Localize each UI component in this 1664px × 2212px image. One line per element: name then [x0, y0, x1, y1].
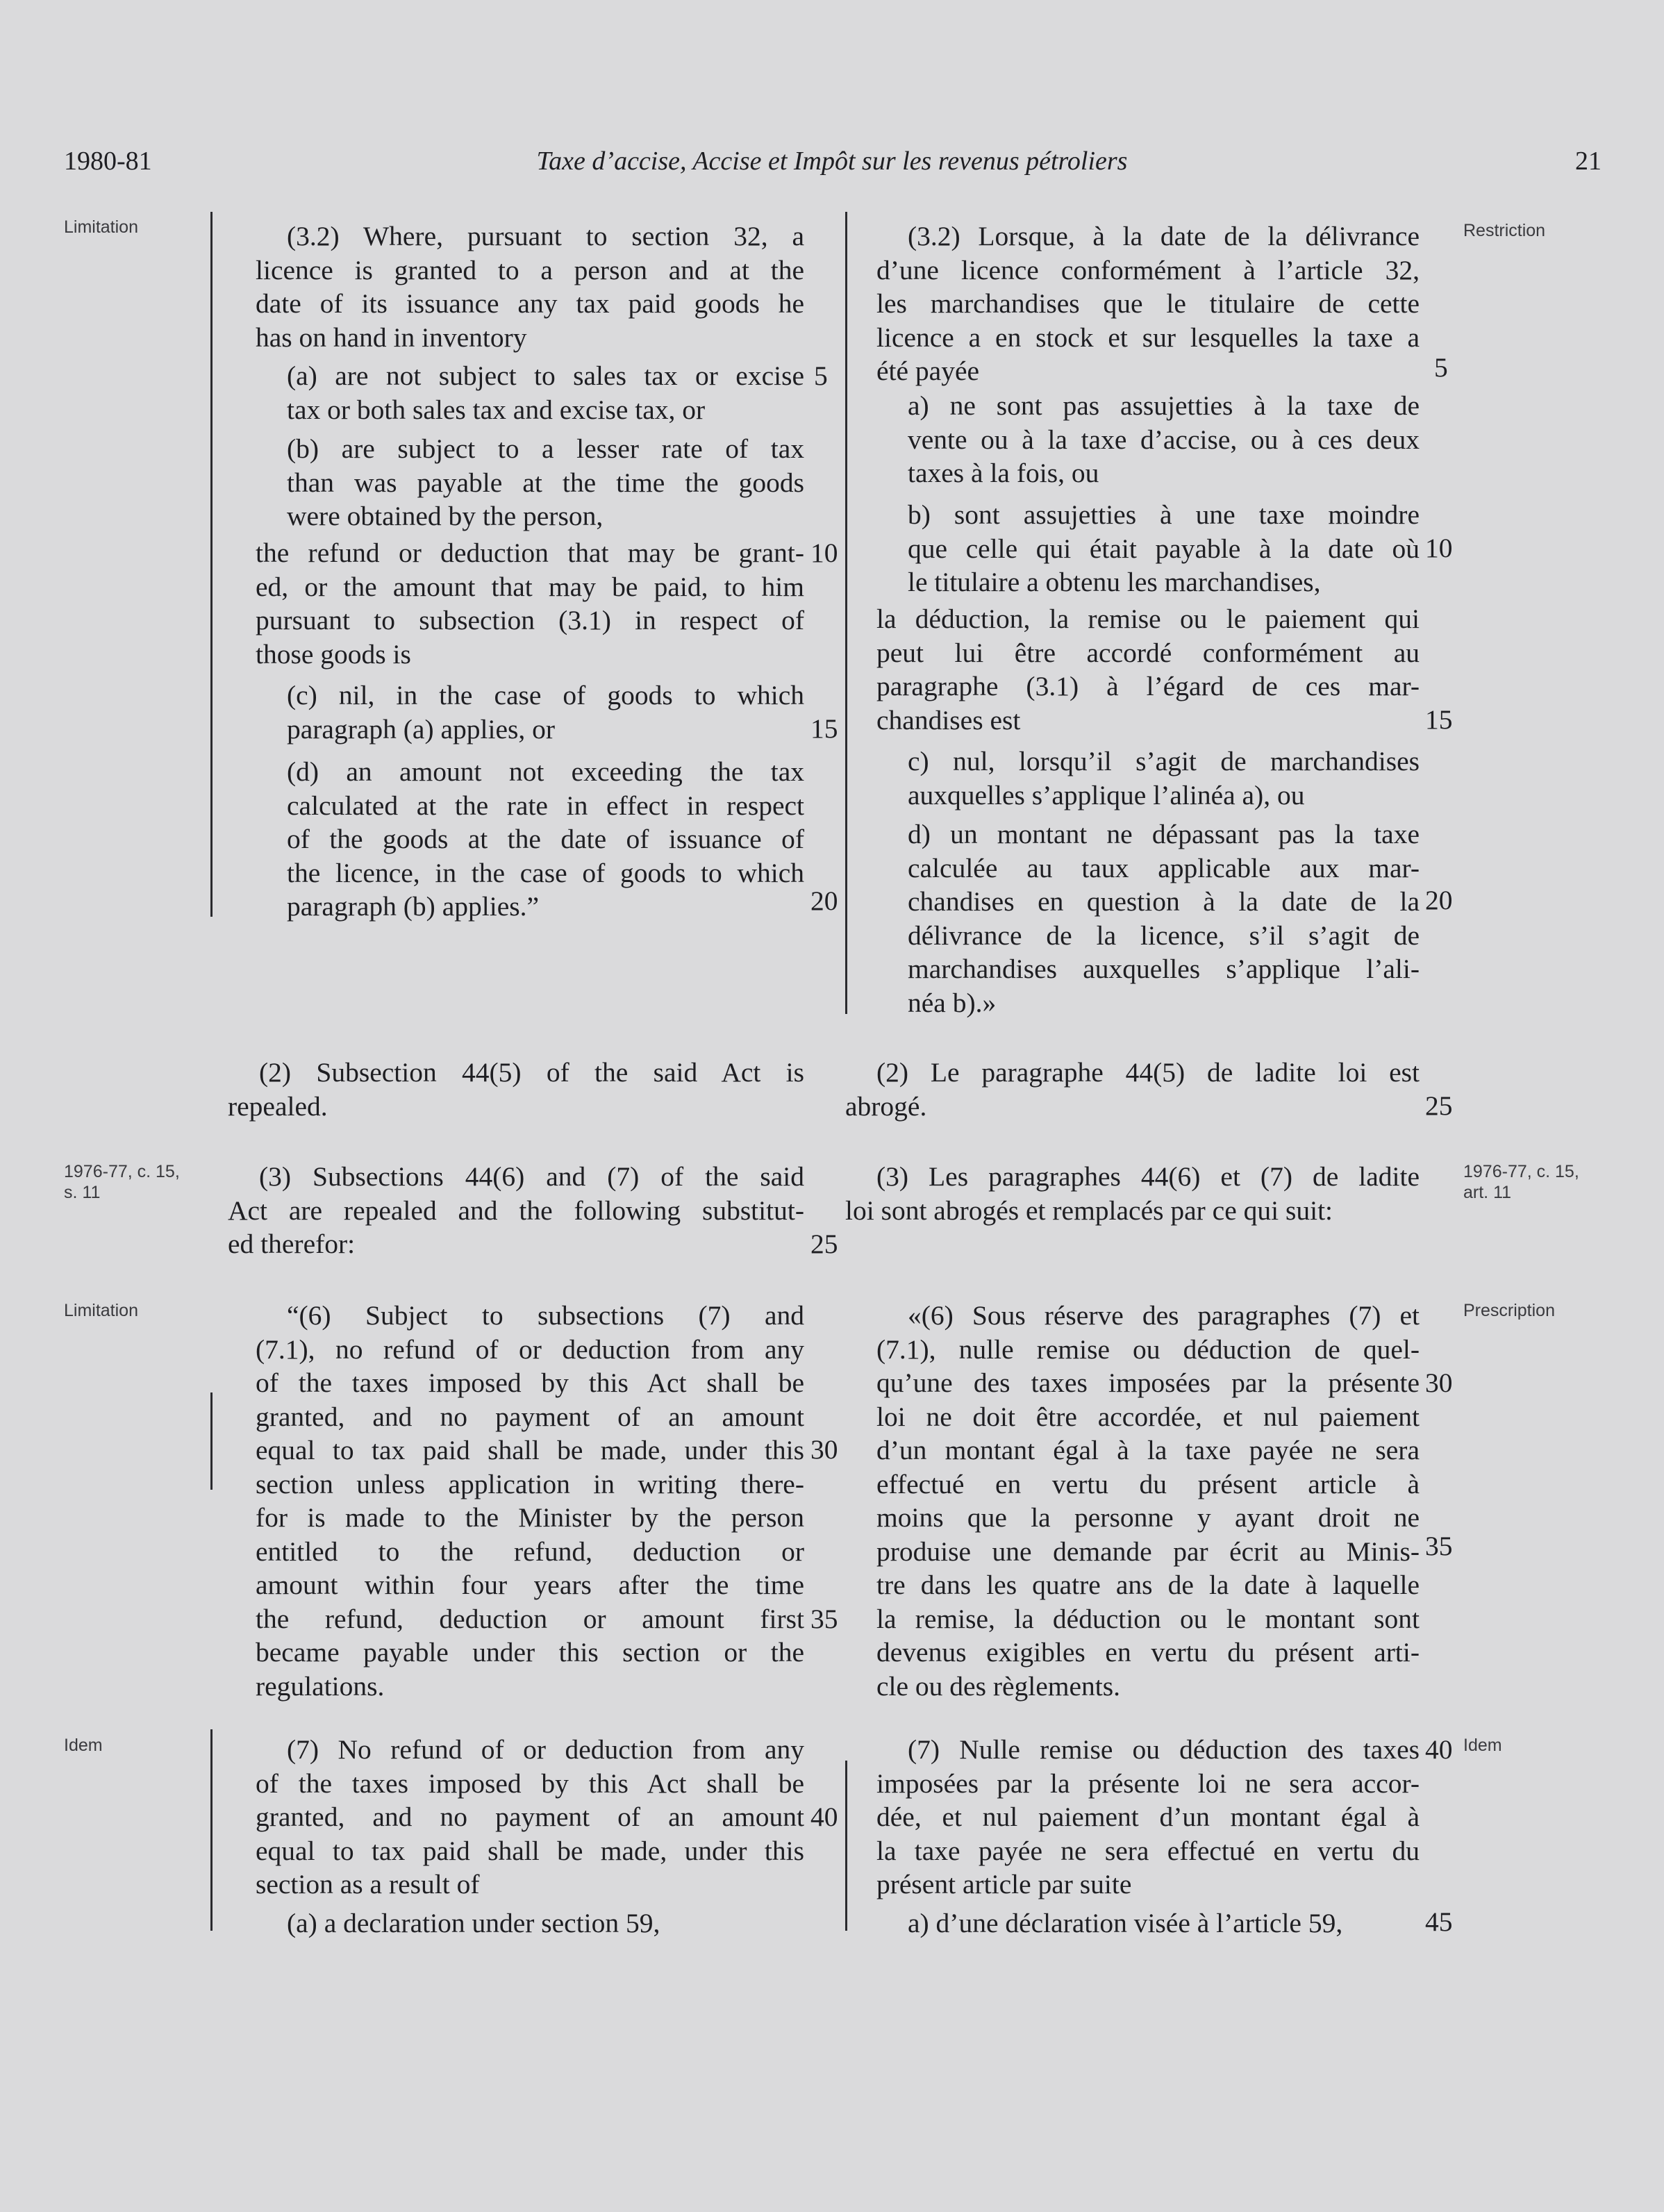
text-line: (a) a declaration under section 59,: [287, 1908, 660, 1938]
text-line: néa b).»: [908, 987, 997, 1018]
text-line: (3.2) Lorsque, à la date de la délivrance: [908, 221, 1420, 251]
text-line: d) un montant ne dépassant pas la taxe: [908, 819, 1420, 849]
text-line: paragraph (b) applies.”: [287, 891, 540, 922]
text-line: regulations.: [256, 1670, 385, 1702]
text-line: paragraphe (3.1) à l’égard de ces mar-: [876, 671, 1420, 701]
line-number: 30: [1425, 1367, 1453, 1398]
text-line: b) sont assujetties à une taxe moindre: [908, 499, 1420, 530]
text-line: (b) are subject to a lesser rate of tax: [287, 433, 804, 464]
text-line: la taxe payée ne sera effectué en vertu du: [876, 1835, 1420, 1866]
text-line: ed therefor:: [228, 1229, 356, 1259]
text-line: la déduction, la remise ou le paiement qui: [876, 604, 1420, 634]
text-line: (c) nil, in the case of goods to which: [287, 680, 804, 710]
text-line: section unless application in writing there-: [256, 1468, 804, 1499]
french-subsection-6: [876, 1299, 1420, 1703]
change-bar: [845, 212, 847, 1014]
text-line: peut lui être accordé conformément au: [876, 637, 1420, 668]
text-line: abrogé.: [845, 1090, 927, 1122]
text-line: equal to tax paid shall be made, under this: [256, 1435, 804, 1465]
text-line: equal to tax paid shall be made, under this: [256, 1835, 804, 1866]
text-line: d’un montant égal à la taxe payée ne sera: [876, 1435, 1420, 1465]
margin-note-restriction: Restriction: [1463, 221, 1546, 240]
line-number: 25: [1425, 1090, 1453, 1121]
text-line: section as a result of: [256, 1869, 480, 1899]
text-line: loi ne doit être accordée, et nul paiement: [876, 1401, 1420, 1432]
french-section-3-2: [876, 219, 1420, 388]
text-line: amount within four years after the time: [256, 1570, 804, 1600]
english-para-7a: [287, 1906, 804, 1940]
text-line: taxes à la fois, ou: [908, 458, 1099, 488]
text-line: dée, et nul paiement d’un montant égal à: [876, 1802, 1420, 1832]
french-para-c: [908, 745, 1420, 812]
text-line: pursuant to subsection (3.1) in respect of: [256, 605, 804, 635]
margin-note-idem: Idem: [64, 1736, 103, 1755]
text-line: a) ne sont pas assujetties à la taxe de: [908, 390, 1420, 421]
text-line: for is made to the Minister by the person: [256, 1502, 804, 1533]
text-line: auxquelles s’applique l’alinéa a), ou: [908, 779, 1305, 810]
change-bar: [210, 1392, 213, 1490]
text-line: (d) an amount not exceeding the tax: [287, 756, 804, 787]
text-line: the refund, deduction or amount first: [256, 1603, 804, 1634]
text-line: paragraph (a) applies, or: [287, 713, 556, 745]
line-number: 15: [810, 713, 838, 744]
margin-note-citation-section: s. 11: [64, 1183, 101, 1202]
text-line: (3) Les paragraphes 44(6) et (7) de ladite: [876, 1161, 1420, 1192]
text-line: a) d’une déclaration visée à l’article 59,: [908, 1908, 1343, 1938]
text-line: qu’une des taxes imposées par la présente: [876, 1367, 1420, 1398]
french-para-d: [908, 817, 1420, 1020]
text-line: devenus exigibles en vertu du présent arti-: [876, 1637, 1420, 1668]
text-line: of the goods at the date of issuance of: [287, 824, 804, 854]
french-remise-clause: [876, 602, 1420, 737]
text-line: those goods is: [256, 638, 411, 670]
text-line: “(6) Subject to subsections (7) and: [287, 1300, 804, 1331]
text-line: d’une licence conformément à l’article 32,: [876, 254, 1420, 285]
english-subsection-7: [256, 1733, 804, 1902]
english-subsection-3: [228, 1160, 804, 1261]
margin-note-prescription: Prescription: [1463, 1301, 1555, 1320]
text-line: chandises en question à la date de la: [908, 886, 1420, 917]
text-line: (7.1), no refund of or deduction from any: [256, 1333, 804, 1365]
line-number: 20: [810, 885, 838, 916]
text-line: of the taxes imposed by this Act shall be: [256, 1768, 804, 1799]
text-line: loi sont abrogés et remplacés par ce qui suit:: [845, 1195, 1333, 1226]
line-number: 10: [810, 538, 838, 568]
text-line: cle ou des règlements.: [876, 1670, 1120, 1702]
text-line: became payable under this section or the: [256, 1637, 804, 1668]
text-line: (2) Le paragraphe 44(5) de ladite loi est: [876, 1057, 1420, 1088]
text-line: chandises est: [876, 704, 1021, 735]
text-line: entitled to the refund, deduction or: [256, 1536, 804, 1567]
line-number: 5: [1434, 352, 1448, 383]
line-number: 40: [1425, 1734, 1453, 1765]
line-number: 35: [1425, 1531, 1453, 1561]
french-para-b: [908, 498, 1420, 599]
line-number: 5: [814, 360, 828, 391]
text-line: présent article par suite: [876, 1869, 1132, 1899]
line-number: 30: [810, 1434, 838, 1465]
text-line: the refund or deduction that may be grant-: [256, 538, 804, 568]
english-section-3-2: [256, 219, 804, 354]
text-line: «(6) Sous réserve des paragraphes (7) et: [908, 1300, 1420, 1331]
text-line: the licence, in the case of goods to which: [287, 857, 804, 888]
text-line: délivrance de la licence, s’il s’agit de: [908, 920, 1420, 951]
text-line: produise une demande par écrit au Minis-: [876, 1536, 1420, 1567]
english-subsection-6: [256, 1299, 804, 1703]
text-line: (7.1), nulle remise ou déduction de quel-: [876, 1333, 1420, 1365]
english-para-d: [287, 755, 804, 924]
text-line: has on hand in inventory: [256, 322, 527, 353]
running-title: Taxe d’accise, Accise et Impôt sur les revenus pétroliers: [536, 147, 1128, 176]
margin-note-citation-fr: 1976-77, c. 15,: [1463, 1162, 1579, 1181]
text-line: licence a en stock et sur lesquelles la taxe a: [876, 322, 1420, 353]
text-line: effectué en vertu du présent article à: [876, 1468, 1420, 1499]
text-line: les marchandises que le titulaire de cette: [876, 288, 1420, 319]
margin-note-idem-fr: Idem: [1463, 1736, 1502, 1755]
text-line: marchandises auxquelles s’applique l’ali-: [908, 954, 1420, 984]
text-line: (7) No refund of or deduction from any: [287, 1734, 804, 1765]
french-subsection-2: [845, 1056, 1420, 1123]
session-year: 1980-81: [64, 147, 152, 176]
text-line: (2) Subsection 44(5) of the said Act is: [259, 1057, 804, 1088]
english-subsection-2: [228, 1056, 804, 1123]
text-line: granted, and no payment of an amount: [256, 1802, 804, 1832]
line-number: 10: [1425, 533, 1453, 563]
text-line: (3.2) Where, pursuant to section 32, a: [287, 221, 804, 251]
margin-note-citation: 1976-77, c. 15,: [64, 1162, 180, 1181]
margin-note-citation-article: art. 11: [1463, 1183, 1512, 1202]
english-refund-clause: [256, 536, 804, 671]
line-number: 40: [810, 1802, 838, 1832]
margin-note-limitation-2: Limitation: [64, 1301, 138, 1320]
text-line: imposées par la présente loi ne sera accor-: [876, 1768, 1420, 1799]
line-number: 45: [1425, 1906, 1453, 1937]
text-line: calculée au taux applicable aux mar-: [908, 852, 1420, 883]
change-bar: [210, 1729, 213, 1931]
french-para-7a: [908, 1906, 1420, 1940]
text-line: calculated at the rate in effect in respect: [287, 790, 804, 821]
text-line: ed, or the amount that may be paid, to him: [256, 571, 804, 602]
text-line: tre dans les quatre ans de la date à laquelle: [876, 1570, 1420, 1600]
line-number: 25: [810, 1229, 838, 1259]
text-line: (3) Subsections 44(6) and (7) of the said: [259, 1161, 804, 1192]
text-line: tax or both sales tax and excise tax, or: [287, 394, 706, 425]
text-line: of the taxes imposed by this Act shall be: [256, 1367, 804, 1398]
text-line: licence is granted to a person and at the: [256, 254, 804, 285]
line-number: 20: [1425, 885, 1453, 915]
french-para-a: [908, 389, 1420, 490]
text-line: (a) are not subject to sales tax or excise: [287, 360, 804, 391]
page-number: 21: [1575, 147, 1601, 176]
english-para-b: [287, 432, 804, 533]
text-line: été payée: [876, 356, 980, 386]
text-line: moins que la personne y ayant droit ne: [876, 1502, 1420, 1533]
change-bar: [210, 212, 213, 917]
text-line: repealed.: [228, 1090, 328, 1122]
text-line: vente ou à la taxe d’accise, ou à ces deux: [908, 424, 1420, 455]
text-line: c) nul, lorsqu’il s’agit de marchandises: [908, 746, 1420, 776]
line-number: 15: [1425, 704, 1453, 735]
line-number: 35: [810, 1604, 838, 1634]
text-line: than was payable at the time the goods: [287, 467, 804, 498]
french-subsection-3: [845, 1160, 1420, 1227]
margin-note-limitation: Limitation: [64, 217, 138, 237]
text-line: granted, and no payment of an amount: [256, 1401, 804, 1432]
text-line: (7) Nulle remise ou déduction des taxes: [908, 1734, 1420, 1765]
text-line: date of its issuance any tax paid goods he: [256, 288, 804, 319]
english-para-c: [287, 679, 804, 746]
french-subsection-7: [876, 1733, 1420, 1902]
text-line: Act are repealed and the following substitut-: [228, 1195, 804, 1226]
text-line: le titulaire a obtenu les marchandises,: [908, 567, 1321, 597]
text-line: la remise, la déduction ou le montant sont: [876, 1603, 1420, 1634]
text-line: were obtained by the person,: [287, 501, 604, 531]
change-bar: [845, 1761, 847, 1931]
english-para-a: [287, 359, 804, 426]
text-line: que celle qui était payable à la date où: [908, 533, 1420, 564]
